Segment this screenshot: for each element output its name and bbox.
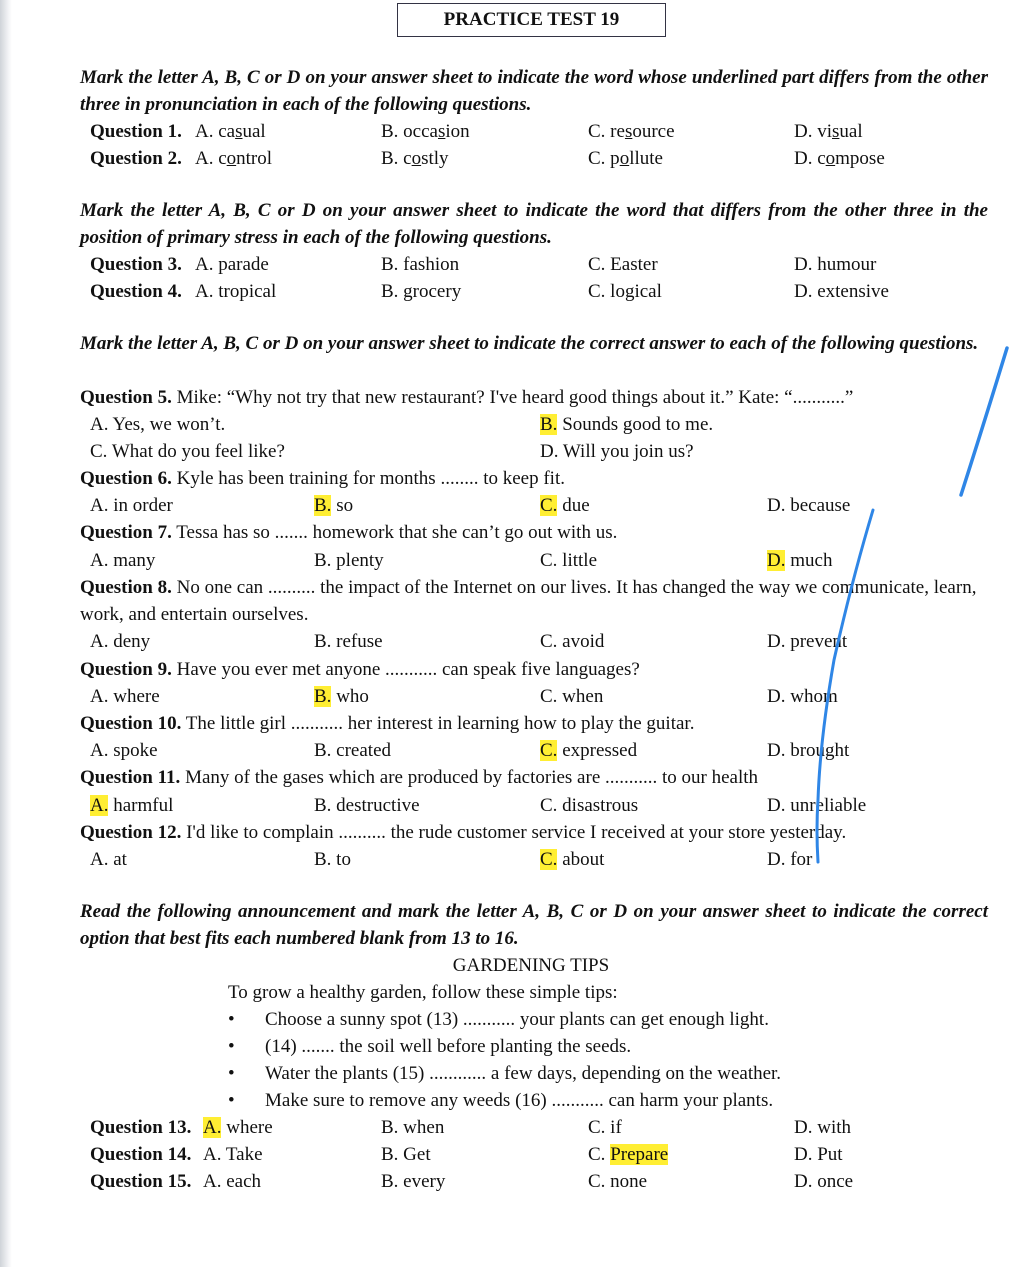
option-c: C. Easter: [588, 254, 658, 275]
question-text: Mike: “Why not try that new restaurant? I've heard good things about it.” Kate: “...........”: [176, 387, 854, 408]
option-c: C. when: [540, 686, 604, 707]
question-6-options: [0, 492, 1028, 519]
question-text: Many of the gases which are produced by factories are ........... to our health: [185, 767, 759, 788]
option-c: C. expressed: [540, 740, 638, 761]
option-b: B. when: [381, 1117, 445, 1138]
question-label: Question 7.: [80, 522, 172, 543]
pronunciation-instruction: Mark the letter A, B, C or D on your answer sheet to indicate the word whose underlined part differs from the other three in pronunciation in each of the following questions.: [80, 67, 988, 115]
question-text: No one can .......... the impact of the Internet on our lives. It has changed the way we communicate, learn, work, and entertain ourselves.: [80, 577, 977, 625]
option-c: C. if: [588, 1117, 622, 1138]
question-1-row: [0, 118, 1028, 145]
option-b: B. refuse: [314, 631, 383, 652]
option-a: A. where: [203, 1117, 273, 1138]
option-c: C. resource: [588, 121, 675, 142]
question-label: Question 15.: [90, 1171, 192, 1192]
question-13-row: [0, 1114, 1028, 1141]
passage-heading: GARDENING TIPS: [452, 955, 610, 976]
option-b: B. created: [314, 740, 392, 761]
option-d: D. prevent: [767, 631, 848, 652]
option-c: C. pollute: [588, 148, 663, 169]
option-d: D. once: [794, 1171, 854, 1192]
option-c: C. due: [540, 495, 590, 516]
selected-answer-mark: B.: [314, 686, 332, 707]
option-d: D. unreliable: [767, 795, 867, 816]
selected-answer-mark: D.: [767, 550, 786, 571]
question-label: Question 8.: [80, 577, 172, 598]
question-label: Question 6.: [80, 468, 172, 489]
question-label: Question 12.: [80, 822, 182, 843]
option-d: D. whom: [767, 686, 838, 707]
option-b: B. Sounds good to me.: [540, 414, 714, 435]
question-12-options: [0, 846, 1028, 873]
option-c: C. about: [540, 849, 605, 870]
reading-instruction: Read the following announcement and mark the letter A, B, C or D on your answer sheet to indicate the correct option that best fits each numbered blank from 13 to 16.: [80, 901, 988, 949]
option-a: A. each: [203, 1171, 262, 1192]
bullet-item: [0, 1033, 1028, 1060]
option-b: B. grocery: [381, 281, 462, 302]
option-b: B. every: [381, 1171, 446, 1192]
question-label: Question 2.: [90, 148, 182, 169]
option-a: A. deny: [90, 631, 151, 652]
selected-answer-mark: C.: [540, 849, 558, 870]
bullet-dot: •: [228, 1063, 235, 1084]
option-b: B. destructive: [314, 795, 420, 816]
option-a: A. Yes, we won’t.: [90, 414, 226, 435]
option-c: C. logical: [588, 281, 662, 302]
option-d: D. much: [767, 550, 833, 571]
question-6-stem: [80, 465, 990, 492]
question-2-row: [0, 145, 1028, 172]
option-d: D. Put: [794, 1144, 843, 1165]
question-8-options: [0, 628, 1028, 655]
option-d: D. visual: [794, 121, 863, 142]
option-a: A. where: [90, 686, 160, 707]
question-text: The little girl ........... her interest in learning how to play the guitar.: [185, 713, 695, 734]
question-5-options-2: [0, 438, 1028, 465]
question-10-stem: [80, 710, 990, 737]
question-label: Question 11.: [80, 767, 181, 788]
option-d: D. with: [794, 1117, 851, 1138]
option-a: A. control: [195, 148, 273, 169]
option-b: B. Get: [381, 1144, 431, 1165]
option-d: D. Will you join us?: [540, 441, 694, 462]
question-label: Question 3.: [90, 254, 182, 275]
question-15-row: [0, 1168, 1028, 1195]
question-label: Question 4.: [90, 281, 182, 302]
question-3-row: [0, 251, 1028, 278]
question-label: Question 14.: [90, 1144, 192, 1165]
option-d: D. compose: [794, 148, 885, 169]
bullet-text: Choose a sunny spot (13) ........... your plants can get enough light.: [265, 1009, 769, 1030]
question-5-stem: [80, 384, 990, 411]
option-b: B. plenty: [314, 550, 384, 571]
question-text: Have you ever met anyone ........... can speak five languages?: [176, 659, 640, 680]
bullet-item: [0, 1087, 1028, 1114]
bullet-text: Water the plants (15) ............ a few days, depending on the weather.: [265, 1063, 782, 1084]
selected-answer-mark: Prepare: [610, 1144, 669, 1165]
option-b: B. to: [314, 849, 351, 870]
question-label: Question 9.: [80, 659, 172, 680]
question-10-options: [0, 737, 1028, 764]
bullet-dot: •: [228, 1036, 235, 1057]
question-text: Kyle has been training for months ........ to keep fit.: [176, 468, 565, 489]
option-a: A. spoke: [90, 740, 158, 761]
bullet-dot: •: [228, 1009, 235, 1030]
selected-answer-mark: A.: [90, 795, 109, 816]
option-b: B. costly: [381, 148, 449, 169]
option-a: A. Take: [203, 1144, 263, 1165]
option-a: A. many: [90, 550, 156, 571]
selected-answer-mark: A.: [203, 1117, 222, 1138]
option-a: A. parade: [195, 254, 269, 275]
option-d: D. extensive: [794, 281, 889, 302]
option-b: B. who: [314, 686, 369, 707]
option-a: A. in order: [90, 495, 173, 516]
question-8-stem: [80, 574, 990, 628]
option-c: C. disastrous: [540, 795, 639, 816]
option-c: C. Prepare: [588, 1144, 669, 1165]
grammar-instruction: Mark the letter A, B, C or D on your answer sheet to indicate the correct answer to each of the following questions.: [80, 333, 979, 354]
question-label: Question 1.: [90, 121, 182, 142]
question-label: Question 5.: [80, 387, 172, 408]
option-d: D. because: [767, 495, 851, 516]
question-text: Tessa has so ....... homework that she can’t go out with us.: [176, 522, 618, 543]
option-d: D. brought: [767, 740, 850, 761]
question-9-options: [0, 683, 1028, 710]
option-b: B. fashion: [381, 254, 460, 275]
question-5-options-1: [0, 411, 1028, 438]
bullet-item: [0, 1006, 1028, 1033]
question-12-stem: [80, 819, 990, 846]
option-a: A. casual: [195, 121, 266, 142]
question-11-options: [0, 792, 1028, 819]
question-label: Question 10.: [80, 713, 182, 734]
bullet-dot: •: [228, 1090, 235, 1111]
question-label: Question 13.: [90, 1117, 192, 1138]
page-title: PRACTICE TEST 19: [397, 3, 666, 37]
bullet-text: (14) ....... the soil well before planting the seeds.: [265, 1036, 632, 1057]
bullet-text: Make sure to remove any weeds (16) ........... can harm your plants.: [265, 1090, 774, 1111]
question-4-row: [0, 278, 1028, 305]
passage-intro-row: [0, 979, 1028, 1006]
option-a: A. at: [90, 849, 127, 870]
option-c: C. avoid: [540, 631, 605, 652]
question-14-row: [0, 1141, 1028, 1168]
selected-answer-mark: C.: [540, 740, 558, 761]
option-c: C. What do you feel like?: [90, 441, 285, 462]
option-d: D. for: [767, 849, 813, 870]
bullet-item: [0, 1060, 1028, 1087]
selected-answer-mark: B.: [314, 495, 332, 516]
question-9-stem: [80, 656, 990, 683]
question-7-stem: [80, 519, 990, 546]
stress-instruction: Mark the letter A, B, C or D on your answer sheet to indicate the word that differs from the other three in the position of primary stress in each of the following questions.: [80, 200, 988, 248]
selected-answer-mark: C.: [540, 495, 558, 516]
passage-intro: To grow a healthy garden, follow these simple tips:: [228, 982, 618, 1003]
option-b: B. so: [314, 495, 354, 516]
option-b: B. occasion: [381, 121, 470, 142]
question-11-stem: [80, 764, 990, 791]
question-text: I'd like to complain .......... the rude customer service I received at your store yesterday.: [186, 822, 847, 843]
option-c: C. little: [540, 550, 597, 571]
selected-answer-mark: B.: [540, 414, 558, 435]
option-c: C. none: [588, 1171, 648, 1192]
option-d: D. humour: [794, 254, 877, 275]
question-7-options: [0, 547, 1028, 574]
option-a: A. tropical: [195, 281, 277, 302]
option-a: A. harmful: [90, 795, 174, 816]
